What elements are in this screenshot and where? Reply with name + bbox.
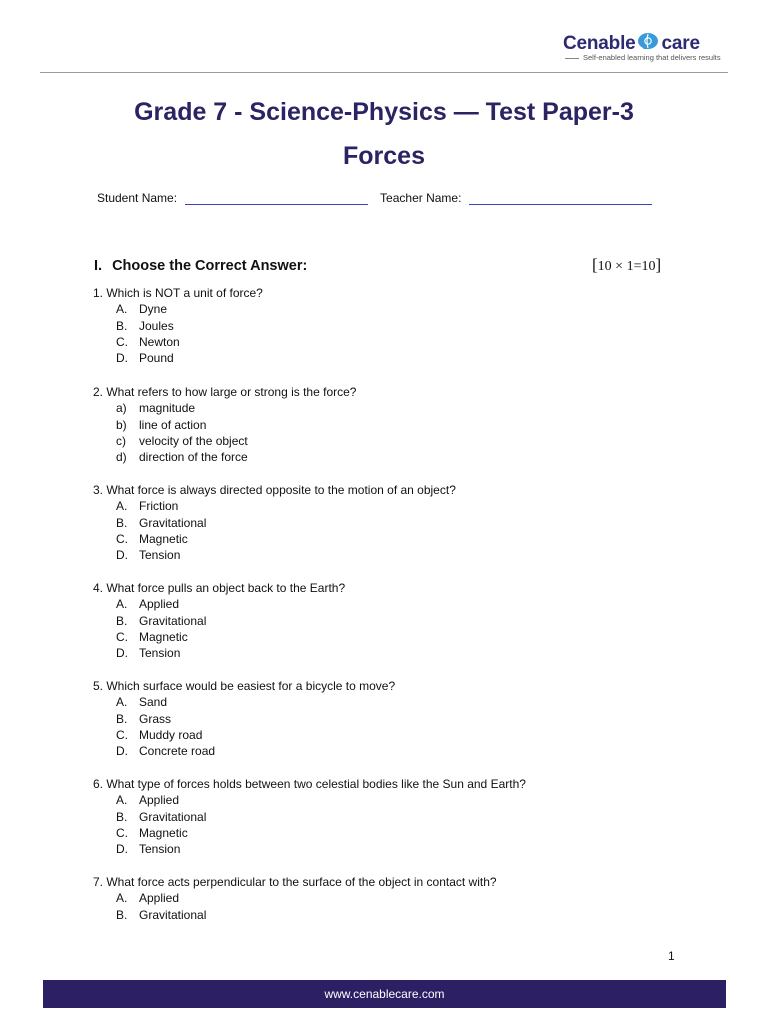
question-item: [93, 580, 345, 661]
question-text: 4. What force pulls an object back to the Earth?: [93, 581, 346, 595]
option-label: C.: [116, 629, 128, 644]
answer-option[interactable]: [93, 400, 356, 416]
option-label: C.: [116, 531, 128, 546]
answer-option[interactable]: [93, 890, 497, 906]
option-label: A.: [116, 499, 128, 514]
answer-option[interactable]: [93, 334, 263, 350]
option-text: Applied: [139, 891, 180, 906]
logo-divider: [565, 58, 579, 59]
section-number: I.: [94, 258, 103, 274]
question-text: 7. What force acts perpendicular to the surface of the object in contact with?: [93, 875, 497, 889]
option-text: Muddy road: [139, 727, 203, 742]
option-label: A.: [116, 891, 128, 906]
option-label: A.: [116, 793, 128, 808]
teacher-name-blank[interactable]: [469, 191, 652, 205]
answer-option[interactable]: [93, 433, 356, 449]
question-text: 3. What force is always directed opposite to the motion of an object?: [93, 483, 456, 497]
answer-option[interactable]: [93, 318, 263, 334]
option-label: D.: [116, 548, 128, 563]
option-label: B.: [116, 907, 128, 922]
answer-option[interactable]: [93, 694, 395, 710]
answer-option[interactable]: [93, 727, 395, 743]
option-text: Pound: [139, 351, 174, 366]
option-text: Gravitational: [139, 809, 207, 824]
page-title: Grade 7 - Science-Physics — Test Paper-3: [134, 98, 634, 126]
answer-option[interactable]: [93, 629, 345, 645]
option-label: c): [116, 433, 126, 448]
option-label: C.: [116, 825, 128, 840]
option-label: A.: [116, 302, 128, 317]
option-label: B.: [116, 318, 128, 333]
marks-allocation: [10 × 1=10]: [592, 255, 662, 274]
answer-option[interactable]: [93, 498, 456, 514]
footer-url[interactable]: www.cenablecare.com: [324, 987, 445, 1001]
option-text: Magnetic: [139, 531, 188, 546]
option-text: direction of the force: [139, 450, 248, 465]
brain-icon: [637, 32, 659, 52]
option-text: Grass: [139, 711, 172, 726]
option-text: Tension: [139, 646, 181, 661]
answer-option[interactable]: [93, 613, 345, 629]
teacher-name-label: Teacher Name:: [380, 191, 462, 205]
logo-name-part1: Cenable: [563, 33, 636, 54]
answer-option[interactable]: [93, 547, 456, 563]
option-text: Newton: [139, 334, 180, 349]
question-item: [93, 384, 356, 465]
option-text: Joules: [139, 318, 174, 333]
answer-option[interactable]: [93, 711, 395, 727]
answer-option[interactable]: [93, 350, 263, 366]
question-item: [93, 678, 395, 759]
answer-option[interactable]: [93, 645, 345, 661]
option-label: b): [116, 417, 127, 432]
footer-bar: [43, 980, 726, 1008]
option-text: Tension: [139, 842, 181, 857]
student-name-label: Student Name:: [97, 191, 178, 205]
question-item: [93, 482, 456, 563]
option-label: a): [116, 401, 127, 416]
option-text: Tension: [139, 548, 181, 563]
section-title: Choose the Correct Answer:: [112, 258, 308, 274]
option-label: A.: [116, 597, 128, 612]
option-text: Gravitational: [139, 515, 207, 530]
option-label: B.: [116, 711, 128, 726]
answer-option[interactable]: [93, 449, 356, 465]
option-label: D.: [116, 351, 128, 366]
option-text: Sand: [139, 695, 168, 710]
option-label: C.: [116, 334, 128, 349]
option-label: C.: [116, 727, 128, 742]
question-item: [93, 874, 497, 923]
option-text: Magnetic: [139, 629, 188, 644]
answer-option[interactable]: [93, 841, 526, 857]
option-text: Dyne: [139, 302, 168, 317]
answer-option[interactable]: [93, 907, 497, 923]
option-label: D.: [116, 646, 128, 661]
answer-option[interactable]: [93, 792, 526, 808]
option-text: velocity of the object: [139, 433, 248, 448]
option-text: Magnetic: [139, 825, 188, 840]
option-text: line of action: [139, 417, 207, 432]
answer-option[interactable]: [93, 825, 526, 841]
option-text: Friction: [139, 499, 179, 514]
option-text: Gravitational: [139, 613, 207, 628]
option-label: A.: [116, 695, 128, 710]
answer-option[interactable]: [93, 515, 456, 531]
student-name-blank[interactable]: [185, 191, 368, 205]
option-label: d): [116, 450, 127, 465]
option-label: D.: [116, 842, 128, 857]
option-text: Applied: [139, 597, 180, 612]
option-label: B.: [116, 515, 128, 530]
marks-text: 10 × 1=10: [597, 259, 656, 274]
answer-option[interactable]: [93, 596, 345, 612]
logo-wordmark: [563, 32, 700, 55]
brand-logo: [559, 28, 729, 64]
answer-option[interactable]: [93, 417, 356, 433]
option-text: Applied: [139, 793, 180, 808]
answer-option[interactable]: [93, 743, 395, 759]
option-text: magnitude: [139, 401, 196, 416]
question-text: 5. Which surface would be easiest for a bicycle to move?: [93, 679, 396, 693]
logo-name-part2: care: [661, 33, 700, 54]
question-item: [93, 776, 526, 857]
option-text: Gravitational: [139, 907, 207, 922]
option-label: B.: [116, 613, 128, 628]
answer-option[interactable]: [93, 809, 526, 825]
question-text: 1. Which is NOT a unit of force?: [93, 286, 263, 300]
option-label: B.: [116, 809, 128, 824]
logo-tagline: Self-enabled learning that delivers results: [583, 53, 721, 62]
page-subtitle: Forces: [343, 142, 425, 170]
name-fields: [97, 191, 652, 205]
question-item: [93, 285, 263, 366]
page-number: 1: [668, 949, 675, 963]
option-label: D.: [116, 744, 128, 759]
answer-option[interactable]: [93, 301, 263, 317]
header-rule: [40, 72, 728, 73]
question-text: 2. What refers to how large or strong is the force?: [93, 385, 357, 399]
section-heading: [94, 258, 307, 274]
option-text: Concrete road: [139, 744, 216, 759]
answer-option[interactable]: [93, 531, 456, 547]
question-text: 6. What type of forces holds between two celestial bodies like the Sun and Earth?: [93, 777, 526, 791]
